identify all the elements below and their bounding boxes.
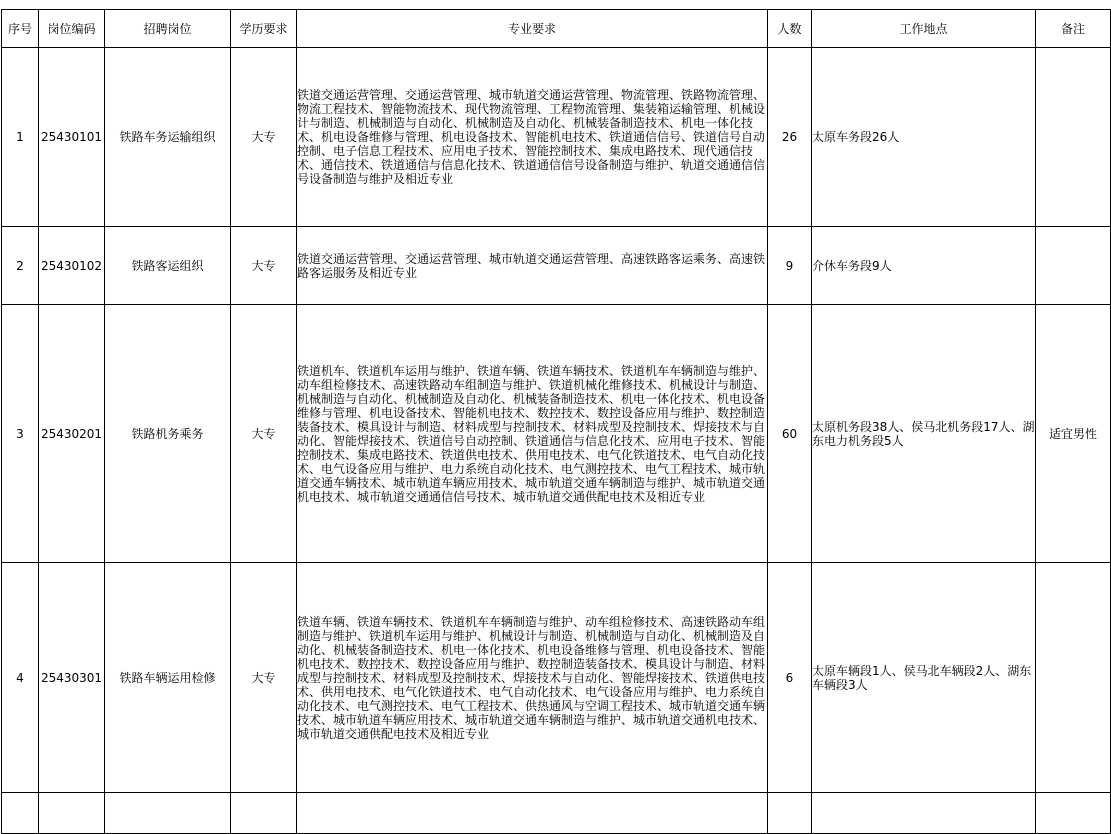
header-row [2,10,1111,48]
cell-major: 铁道机车、铁道机车运用与维护、铁道车辆、铁道车辆技术、铁道机车车辆制造与维护、动车组检修技术、高速铁路动车组制造与维护、铁道机械化维修技术、机械设计与制造、机械制造与自动化、机械制造及自动化、机械装备制造技术、机电一体化技术、机电设备维修与管理、机电设备技术、智能机电技术、数控技术、数控设备应用与维护、数控制造装备技术、模具设计与制造、材料成型与控制技术、材料成型及控制技术、焊接技术与自动化、智能焊接技术、铁道信号自动控制、铁道通信与信息化技术、应用电子技术、智能控制技术、集成电路技术、铁道供电技术、供用电技术、电气化铁道技术、电气自动化技术、电气设备应用与维护、电力系统自动化技术、电气测控技术、电气工程技术、城市轨道交通车辆技术、城市轨道车辆应用技术、城市轨道交通车辆制造与维护、城市轨道交通机电技术、城市轨道交通通信信号技术、城市轨道交通供配电技术及相近专业 [297,305,768,563]
cell-code: 25430101 [39,48,105,227]
cell-position: 铁路车务运输组织 [105,48,231,227]
cell-note [1036,48,1111,227]
cell-count: 9 [768,227,812,305]
cell-location: 太原车务段26人 [812,48,1036,227]
table-row [2,305,1111,563]
table-row [2,48,1111,227]
cell-note: 适宜男性 [1036,305,1111,563]
cell-education: 大专 [231,227,297,305]
recruitment-table [1,9,1111,834]
cell-position: 铁路机务乘务 [105,305,231,563]
cell-position: 铁路客运组织 [105,227,231,305]
cell-seq: 3 [2,305,39,563]
cell-location: 太原机务段38人、侯马北机务段17人、湖东电力机务段5人 [812,305,1036,563]
header-location: 工作地点 [812,10,1036,48]
cell-code: 25430301 [39,563,105,793]
cell-code: 25430201 [39,305,105,563]
cell-seq: 4 [2,563,39,793]
cell-count: 26 [768,48,812,227]
header-position: 招聘岗位 [105,10,231,48]
table-row [2,563,1111,793]
cell-education: 大专 [231,305,297,563]
cell-major: 铁道车辆、铁道车辆技术、铁道机车车辆制造与维护、动车组检修技术、高速铁路动车组制造与维护、铁道机车运用与维护、机械设计与制造、机械制造与自动化、机械制造及自动化、机械装备制造技术、机电一体化技术、机电设备维修与管理、机电设备技术、智能机电技术、数控技术、数控设备应用与维护、数控制造装备技术、模具设计与制造、材料成型与控制技术、材料成型及控制技术、焊接技术与自动化、智能焊接技术、铁道供电技术、供用电技术、电气化铁道技术、电气自动化技术、电气设备应用与维护、电力系统自动化技术、电气测控技术、电气工程技术、供热通风与空调工程技术、城市轨道交通车辆技术、城市轨道车辆应用技术、城市轨道交通车辆制造与维护、城市轨道交通机电技术、城市轨道交通供配电技术及相近专业 [297,563,768,793]
cell-count: 60 [768,305,812,563]
cell-note [1036,227,1111,305]
table-row [2,227,1111,305]
cell-major: 铁道交通运营管理、交通运营管理、城市轨道交通运营管理、高速铁路客运乘务、高速铁路客运服务及相近专业 [297,227,768,305]
cell-education: 大专 [231,563,297,793]
cell-position: 铁路车辆运用检修 [105,563,231,793]
header-major: 专业要求 [297,10,768,48]
cell-seq: 2 [2,227,39,305]
cell-seq: 1 [2,48,39,227]
cell-note [1036,563,1111,793]
cell-code: 25430102 [39,227,105,305]
cell-count: 6 [768,563,812,793]
header-count: 人数 [768,10,812,48]
cell-location: 太原车辆段1人、侯马北车辆段2人、湖东车辆段3人 [812,563,1036,793]
cell-major: 铁道交通运营管理、交通运营管理、城市轨道交通运营管理、物流管理、铁路物流管理、物流工程技术、智能物流技术、现代物流管理、工程物流管理、集装箱运输管理、机械设计与制造、机械制造与自动化、机械制造及自动化、机械装备制造技术、机电一体化技术、机电设备维修与管理、机电设备技术、智能机电技术、铁道通信信号、铁道信号自动控制、电子信息工程技术、应用电子技术、智能控制技术、集成电路技术、现代通信技术、通信技术、铁道通信与信息化技术、铁道通信信号设备制造与维护、轨道交通通信信号设备制造与维护及相近专业 [297,48,768,227]
header-code: 岗位编码 [39,10,105,48]
header-education: 学历要求 [231,10,297,48]
cell-location: 介休车务段9人 [812,227,1036,305]
header-note: 备注 [1036,10,1111,48]
header-seq: 序号 [2,10,39,48]
cell-education: 大专 [231,48,297,227]
